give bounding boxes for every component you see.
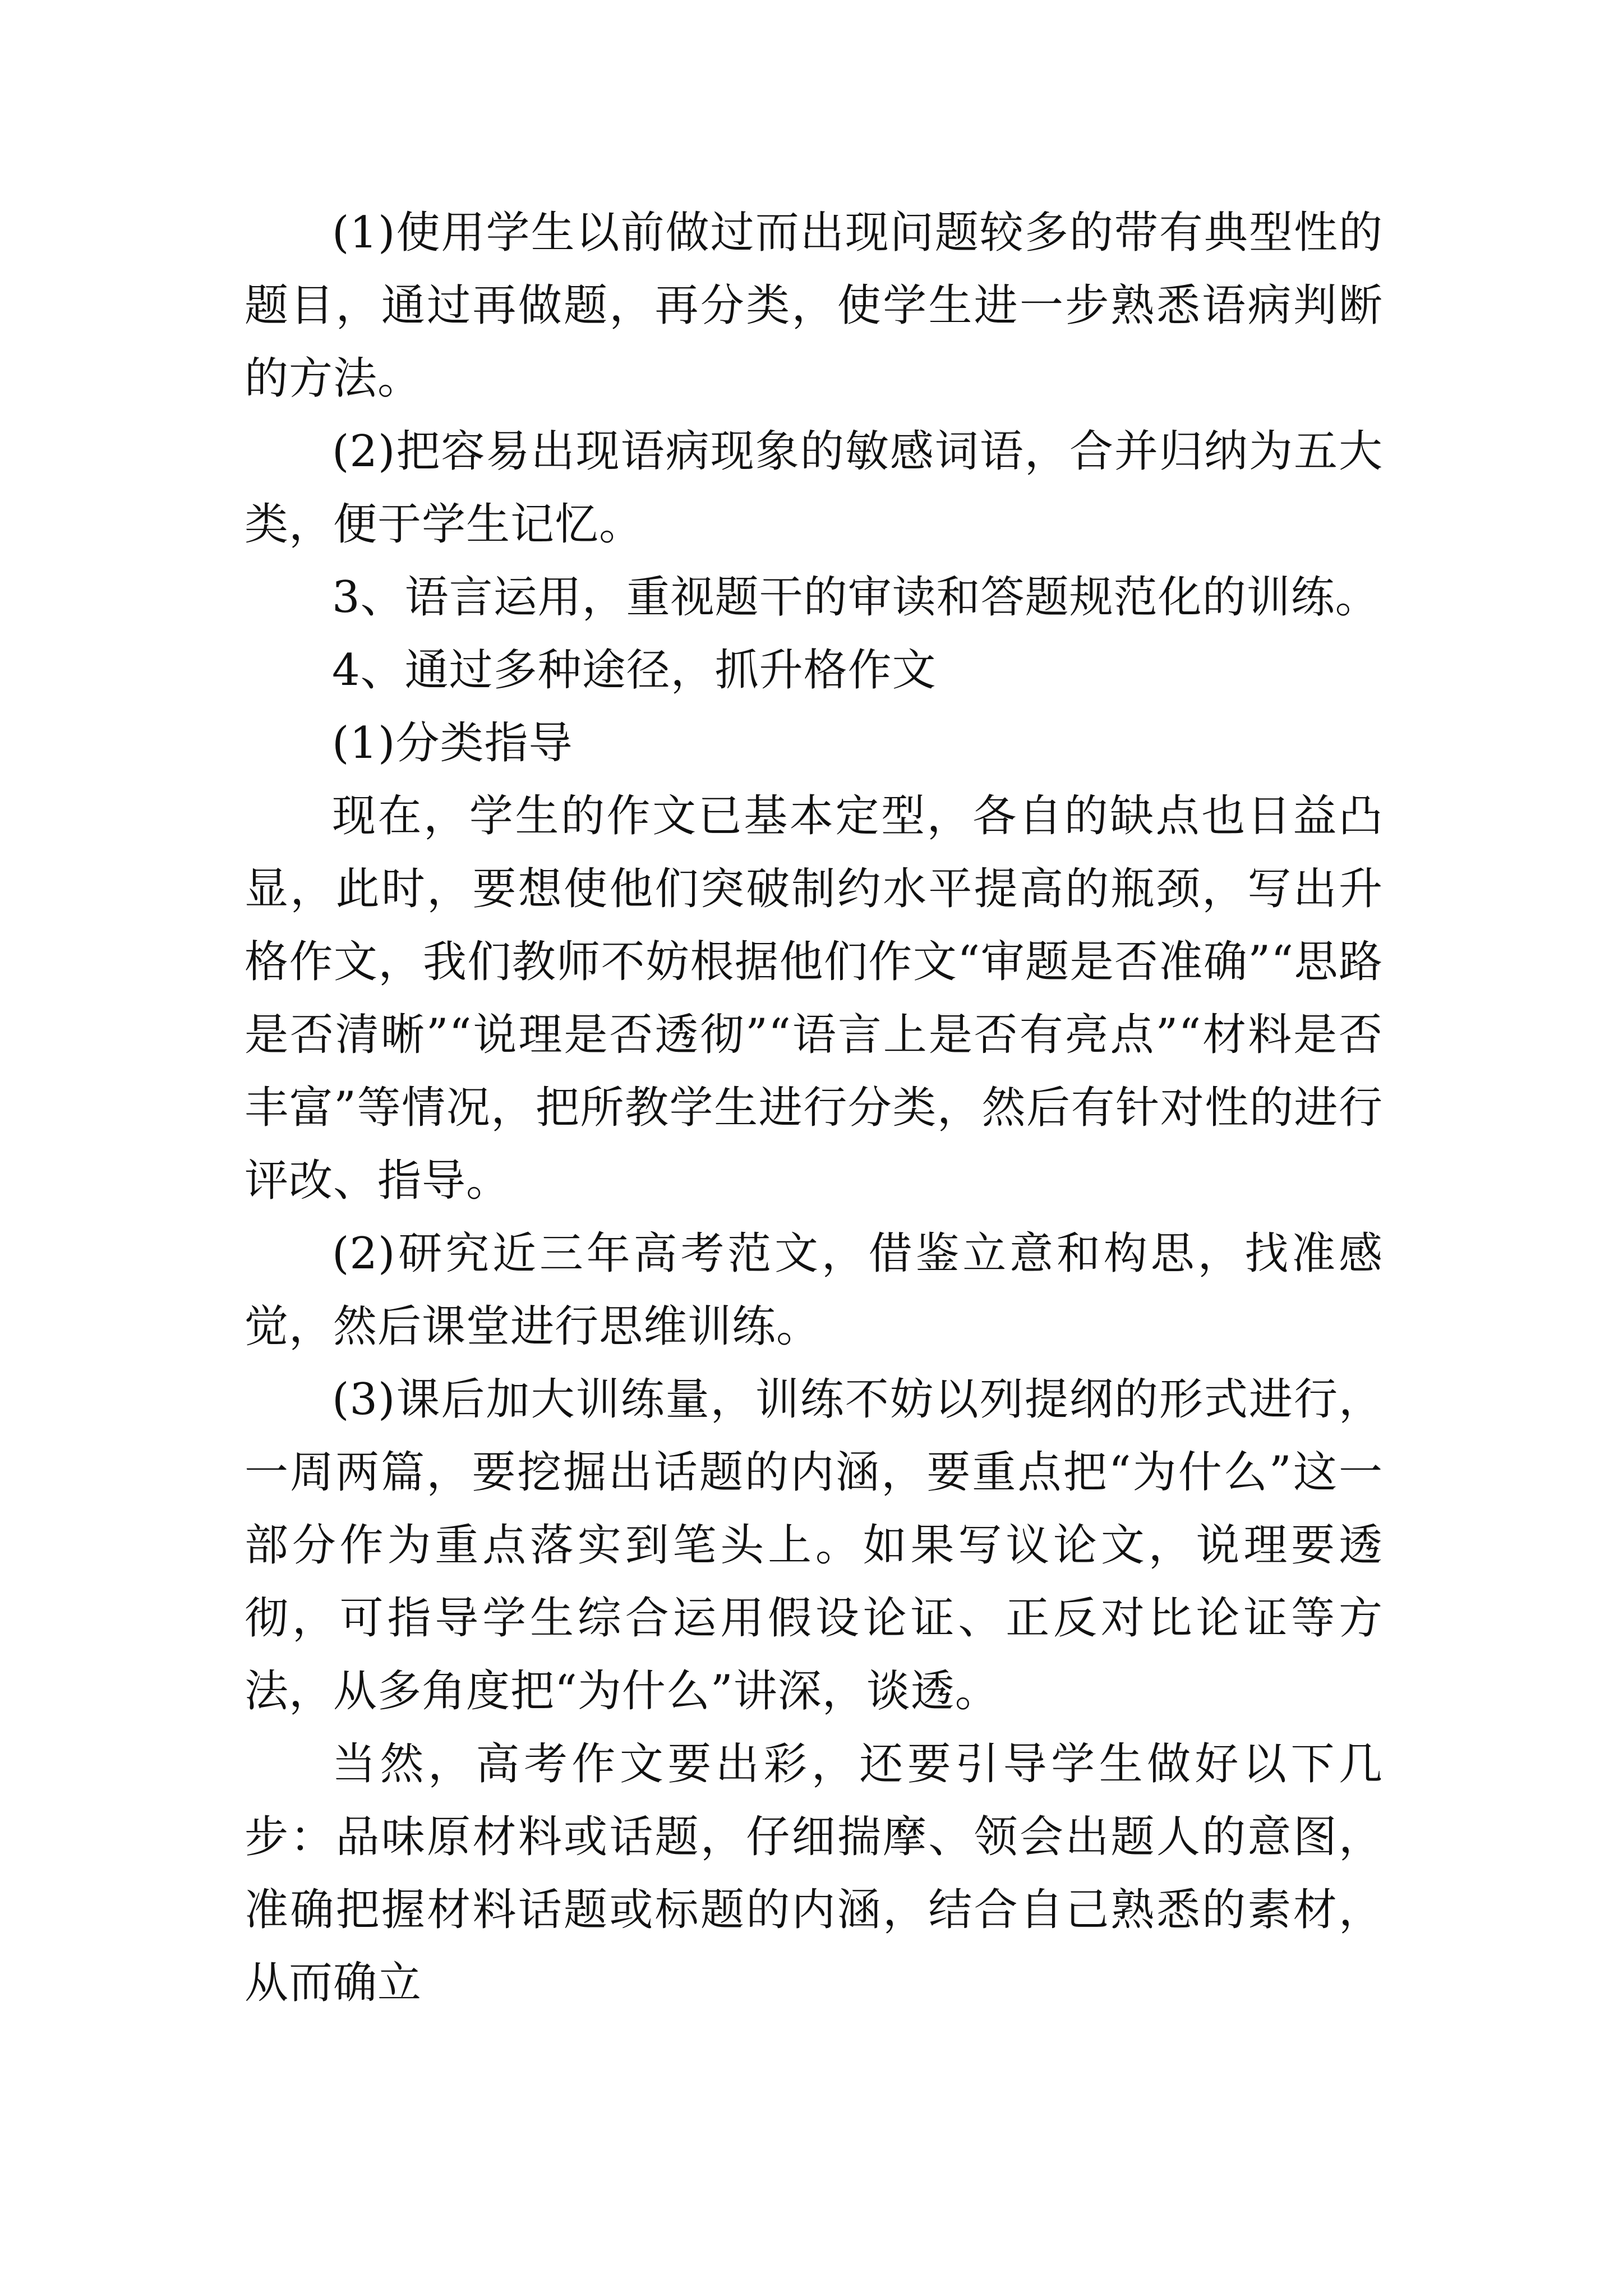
paragraph-model-essays: (2)研究近三年高考范文，借鉴立意和构思，找准感觉，然后课堂进行思维训练。 (245, 1228, 1383, 1352)
paragraph-language-use: 3、语言运用，重视题干的审读和答题规范化的训练。 (332, 572, 1380, 623)
document-body (245, 196, 1383, 2019)
paragraph-sensitive-words: (2)把容易出现语病现象的敏感词语，合并归纳为五大类，便于学生记忆。 (245, 426, 1383, 550)
paragraph-category-guidance: (1)分类指导 (332, 718, 573, 769)
paragraph-student-classification: 现在，学生的作文已基本定型，各自的缺点也日益凸显，此时，要想使他们突破制约水平提高的瓶颈，写出升格作文，我们教师不妨根据他们作文“审题是否准确”“思路是否清晰”“说理是否透彻”“语言上是否有亮点”“材料是否丰富”等情况，把所教学生进行分类，然后有针对性的进行评改、指导。 (245, 791, 1383, 1206)
paragraph-sentence-errors-practice: (1)使用学生以前做过而出现问题较多的带有典型性的题目，通过再做题，再分类，使学生进一步熟悉语病判断的方法。 (245, 208, 1383, 404)
paragraph-after-class-training: (3)课后加大训练量，训练不妨以列提纲的形式进行，一周两篇，要挖掘出话题的内涵，要重点把“为什么”这一部分作为重点落实到笔头上。如果写议论文，说理要透彻，可指导学生综合运用假设论证、正反对比论证等方法，从多角度把“为什么”讲深，谈透。 (245, 1374, 1383, 1717)
paragraph-composition-heading: 4、通过多种途径，抓升格作文 (332, 645, 937, 696)
paragraph-exam-composition-steps: 当然，高考作文要出彩，还要引导学生做好以下几步：品味原材料或话题，仔细揣摩、领会出题人的意图，准确把握材料话题或标题的内涵，结合自己熟悉的素材，从而确立 (245, 1739, 1383, 2008)
